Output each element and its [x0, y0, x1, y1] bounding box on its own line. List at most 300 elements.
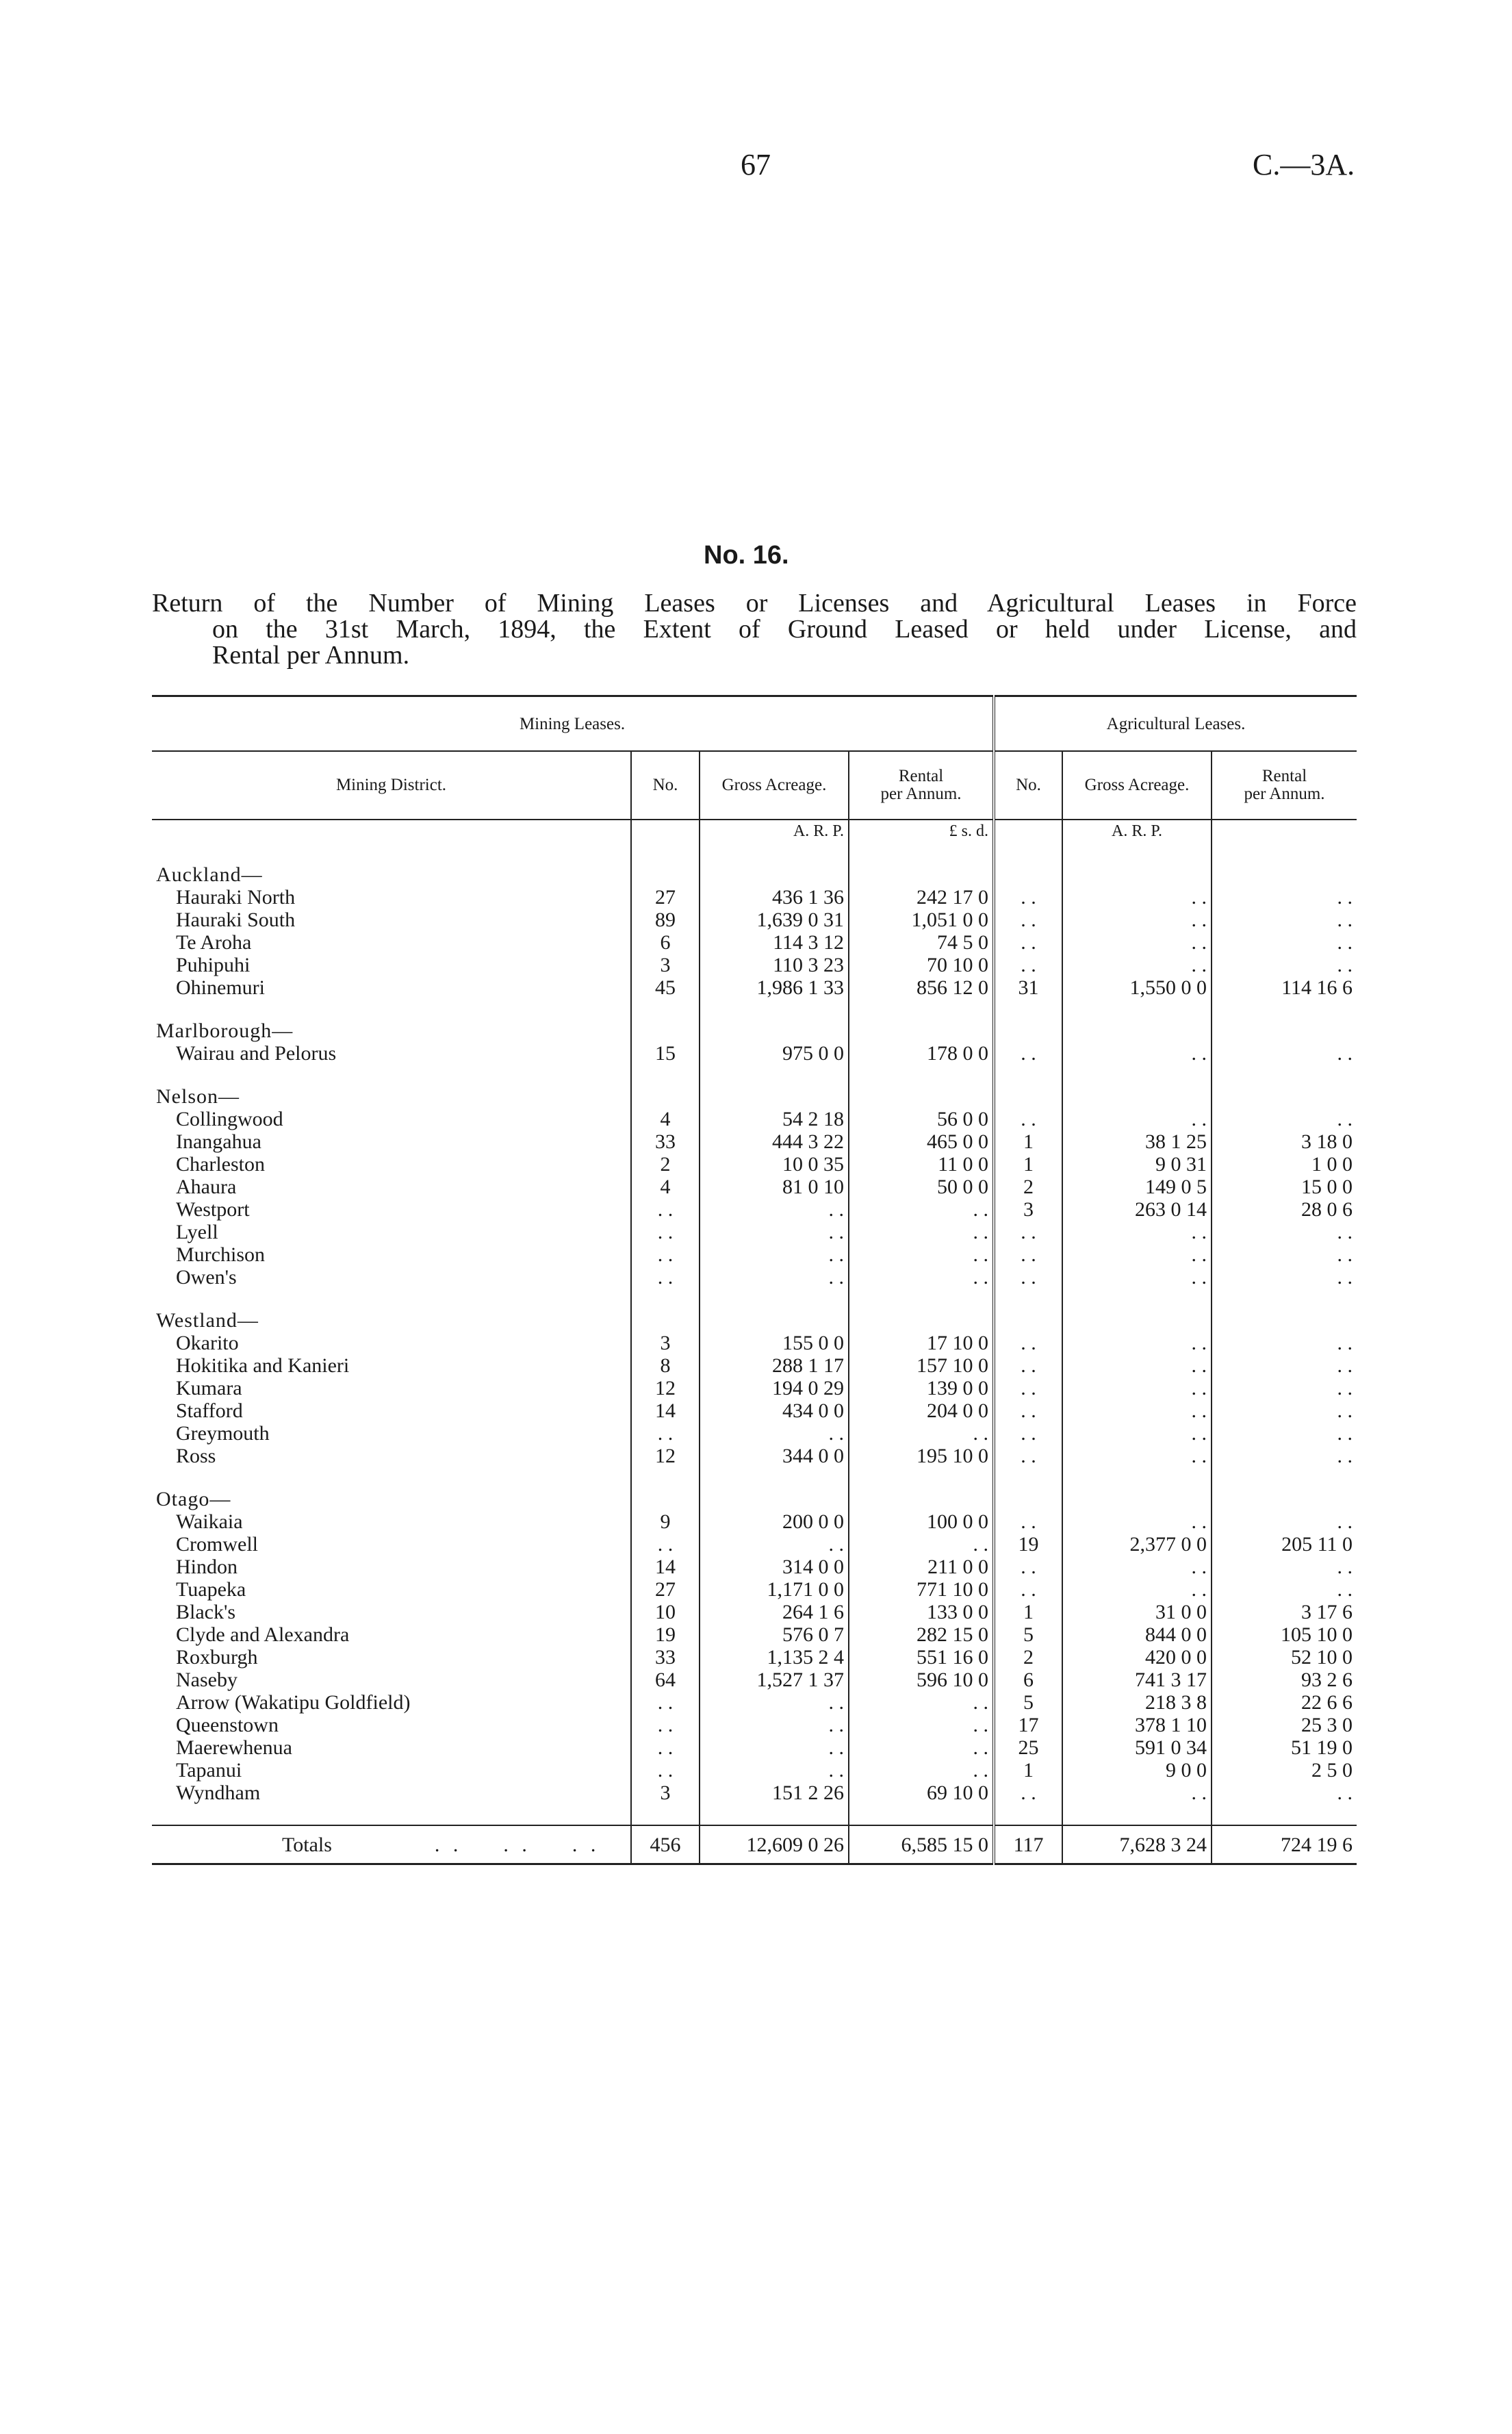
mining-no-cell: 8	[631, 1354, 700, 1377]
agri-no-cell: . .	[994, 886, 1062, 909]
mining-rental-cell: . .	[849, 1243, 994, 1266]
agri-no-cell: 6	[994, 1669, 1062, 1691]
mining-acreage-cell: . .	[700, 1422, 849, 1445]
table-row	[152, 909, 1357, 931]
agri-no-cell: 17	[994, 1714, 1062, 1736]
mining-no-cell: 12	[631, 1377, 700, 1399]
district-name: Murchison	[176, 1243, 265, 1266]
mining-acreage-cell: 54 2 18	[700, 1108, 849, 1130]
mining-no-cell: 10	[631, 1601, 700, 1623]
district-name: Te Aroha	[176, 931, 252, 954]
mining-rental-cell: 465 0 0	[849, 1130, 994, 1153]
section-heading-row	[152, 1309, 1357, 1332]
totals-ag-no: 117	[994, 1825, 1062, 1864]
district-name: Charleston	[176, 1153, 265, 1176]
agri-rental-cell: 15 0 0	[1212, 1176, 1357, 1198]
agri-acreage-cell: . .	[1062, 1556, 1212, 1578]
totals-label: Totals . . . . . .	[152, 1825, 631, 1864]
mining-rental-cell: 100 0 0	[849, 1510, 994, 1533]
mining-acreage-cell: . .	[700, 1221, 849, 1243]
agri-acreage-cell: . .	[1062, 1445, 1212, 1467]
district-name: Hauraki North	[176, 886, 296, 909]
units-row	[152, 820, 1357, 843]
mining-acreage-cell: 151 2 26	[700, 1782, 849, 1804]
mining-no-cell: 4	[631, 1108, 700, 1130]
mining-no-cell: 89	[631, 909, 700, 931]
agri-no-cell: . .	[994, 1266, 1062, 1289]
mining-rental-cell: . .	[849, 1691, 994, 1714]
agri-no-cell: . .	[994, 1782, 1062, 1804]
mining-no-cell: 64	[631, 1669, 700, 1691]
agri-rental-cell: . .	[1212, 1108, 1357, 1130]
mining-no-cell: 14	[631, 1556, 700, 1578]
district-name: Black's	[176, 1601, 236, 1623]
agri-rental-cell: . .	[1212, 1556, 1357, 1578]
agri-no-cell: 5	[994, 1623, 1062, 1646]
district-name: Roxburgh	[176, 1646, 258, 1669]
mining-acreage-cell: . .	[700, 1714, 849, 1736]
mining-rental-cell: 56 0 0	[849, 1108, 994, 1130]
mining-no-cell: . .	[631, 1198, 700, 1221]
district-name: Hindon	[176, 1556, 238, 1578]
agri-no-cell: . .	[994, 954, 1062, 976]
table-row	[152, 1691, 1357, 1714]
table-row	[152, 1578, 1357, 1601]
agri-no-cell: 25	[994, 1736, 1062, 1759]
table-caption	[152, 590, 1357, 668]
table-row	[152, 1042, 1357, 1065]
caption-line-1: Return of the Number of Mining Leases or Licenses and Agricultural Leases in Force	[152, 589, 1357, 618]
agricultural-leases-header: Agricultural Leases.	[994, 696, 1357, 752]
district-name: Maerewhenua	[176, 1736, 292, 1759]
table-row	[152, 1782, 1357, 1804]
section-title: Marlborough—	[156, 1019, 294, 1042]
agri-rental-cell: . .	[1212, 1399, 1357, 1422]
agri-acreage-cell: . .	[1062, 1221, 1212, 1243]
district-name: Tuapeka	[176, 1578, 246, 1601]
agri-no-cell: 2	[994, 1176, 1062, 1198]
district-name: Kumara	[176, 1377, 242, 1399]
agri-no-cell: . .	[994, 1422, 1062, 1445]
table-row	[152, 1510, 1357, 1533]
district-name: Naseby	[176, 1669, 238, 1691]
mining-acreage-cell: 1,527 1 37	[700, 1669, 849, 1691]
agri-acreage-cell: 149 0 5	[1062, 1176, 1212, 1198]
agri-rental-cell: . .	[1212, 1445, 1357, 1467]
mining-rental-cell: . .	[849, 1759, 994, 1782]
agri-no-cell: . .	[994, 909, 1062, 931]
table-row	[152, 886, 1357, 909]
mining-rental-cell: 133 0 0	[849, 1601, 994, 1623]
mining-acreage-cell: . .	[700, 1266, 849, 1289]
totals-ag-rental: 724 19 6	[1212, 1825, 1357, 1864]
agri-no-cell: . .	[994, 1399, 1062, 1422]
agri-no-cell: . .	[994, 1354, 1062, 1377]
mining-no-cell: 3	[631, 954, 700, 976]
mining-no-cell: . .	[631, 1691, 700, 1714]
mining-acreage-cell: 110 3 23	[700, 954, 849, 976]
agri-rental-cell: . .	[1212, 1266, 1357, 1289]
agri-no-cell: 1	[994, 1153, 1062, 1176]
mining-no-cell: 33	[631, 1130, 700, 1153]
agri-no-cell: . .	[994, 1377, 1062, 1399]
mining-rental-cell: 70 10 0	[849, 954, 994, 976]
agri-rental-cell: . .	[1212, 909, 1357, 931]
agri-acreage-cell: 9 0 0	[1062, 1759, 1212, 1782]
table-row	[152, 1445, 1357, 1467]
mining-no-cell: . .	[631, 1533, 700, 1556]
table-row	[152, 1153, 1357, 1176]
table-row	[152, 1714, 1357, 1736]
agri-acreage-cell: 741 3 17	[1062, 1669, 1212, 1691]
agri-no-cell: . .	[994, 1243, 1062, 1266]
mining-no-cell: . .	[631, 1221, 700, 1243]
mining-no-header: No.	[631, 751, 700, 820]
agri-acreage-cell: . .	[1062, 1510, 1212, 1533]
mining-rental-cell: . .	[849, 1736, 994, 1759]
agri-acreage-cell: . .	[1062, 1399, 1212, 1422]
district-name: Cromwell	[176, 1533, 258, 1556]
district-name: Tapanui	[176, 1759, 242, 1782]
section-spacer	[152, 1804, 1357, 1825]
section-heading-row	[152, 1019, 1357, 1042]
agri-acreage-cell: . .	[1062, 954, 1212, 976]
agri-rental-cell: 22 6 6	[1212, 1691, 1357, 1714]
table-row	[152, 1533, 1357, 1556]
totals-ag-acreage: 7,628 3 24	[1062, 1825, 1212, 1864]
mining-acreage-cell: . .	[700, 1736, 849, 1759]
mining-no-cell: 2	[631, 1153, 700, 1176]
mining-acreage-cell: 194 0 29	[700, 1377, 849, 1399]
agri-acreage-cell: 31 0 0	[1062, 1601, 1212, 1623]
agri-no-cell: . .	[994, 1556, 1062, 1578]
mining-acreage-cell: 288 1 17	[700, 1354, 849, 1377]
agri-no-cell: . .	[994, 1108, 1062, 1130]
agri-acreage-cell: . .	[1062, 1042, 1212, 1065]
district-name: Greymouth	[176, 1422, 270, 1445]
agri-acreage-cell: . .	[1062, 1578, 1212, 1601]
mining-no-cell: 27	[631, 886, 700, 909]
mining-acreage-cell: 1,639 0 31	[700, 909, 849, 931]
district-name: Clyde and Alexandra	[176, 1623, 350, 1646]
agri-no-cell: 31	[994, 976, 1062, 999]
agri-no-cell: 3	[994, 1198, 1062, 1221]
agri-rental-cell: . .	[1212, 1510, 1357, 1533]
mining-acreage-cell: . .	[700, 1759, 849, 1782]
mining-acreage-cell: . .	[700, 1243, 849, 1266]
mining-rental-cell: 178 0 0	[849, 1042, 994, 1065]
agri-no-cell: 1	[994, 1130, 1062, 1153]
mining-no-cell: 45	[631, 976, 700, 999]
table-number: No. 16.	[704, 541, 789, 570]
agri-no-cell: . .	[994, 1445, 1062, 1467]
agri-acreage-cell: . .	[1062, 1354, 1212, 1377]
agri-rental-header: Rental per Annum.	[1212, 751, 1357, 820]
table-row	[152, 1332, 1357, 1354]
agri-rental-cell: 93 2 6	[1212, 1669, 1357, 1691]
agri-rental-cell: . .	[1212, 886, 1357, 909]
district-name: Ahaura	[176, 1176, 237, 1198]
table-row	[152, 1422, 1357, 1445]
table-row	[152, 1377, 1357, 1399]
mining-acreage-units: A. R. P.	[700, 820, 849, 843]
mining-rental-cell: . .	[849, 1714, 994, 1736]
section-spacer	[152, 1289, 1357, 1309]
district-name: Westport	[176, 1198, 250, 1221]
district-name: Okarito	[176, 1332, 239, 1354]
agri-acreage-cell: 218 3 8	[1062, 1691, 1212, 1714]
agri-rental-cell: 25 3 0	[1212, 1714, 1357, 1736]
table-row	[152, 1399, 1357, 1422]
section-heading-row	[152, 863, 1357, 886]
table-row	[152, 1176, 1357, 1198]
district-name: Ohinemuri	[176, 976, 265, 999]
mining-rental-units: £ s. d.	[849, 820, 994, 843]
mining-rental-cell: 596 10 0	[849, 1669, 994, 1691]
agri-no-cell: 1	[994, 1601, 1062, 1623]
group-header-row	[152, 696, 1357, 752]
agri-no-cell: . .	[994, 1510, 1062, 1533]
totals-no: 456	[631, 1825, 700, 1864]
district-name: Wyndham	[176, 1782, 261, 1804]
mining-rental-cell: 242 17 0	[849, 886, 994, 909]
agri-no-header: No.	[994, 751, 1062, 820]
agri-acreage-cell: . .	[1062, 1332, 1212, 1354]
mining-rental-cell: 139 0 0	[849, 1377, 994, 1399]
mining-acreage-cell: 264 1 6	[700, 1601, 849, 1623]
table-row	[152, 1108, 1357, 1130]
agri-acreage-cell: . .	[1062, 1782, 1212, 1804]
section-spacer	[152, 843, 1357, 863]
agri-rental-cell: . .	[1212, 1782, 1357, 1804]
agri-acreage-cell: . .	[1062, 909, 1212, 931]
section-title: Otago—	[156, 1488, 231, 1510]
agri-acreage-cell: . .	[1062, 1266, 1212, 1289]
agri-rental-cell: . .	[1212, 931, 1357, 954]
mining-no-cell: 33	[631, 1646, 700, 1669]
section-heading-row	[152, 1488, 1357, 1510]
mining-rental-cell: 1,051 0 0	[849, 909, 994, 931]
mining-rental-cell: 211 0 0	[849, 1556, 994, 1578]
agri-rental-cell: 52 10 0	[1212, 1646, 1357, 1669]
mining-acreage-cell: 975 0 0	[700, 1042, 849, 1065]
table-row	[152, 1354, 1357, 1377]
agri-rental-cell: . .	[1212, 1042, 1357, 1065]
district-name: Lyell	[176, 1221, 218, 1243]
section-spacer	[152, 999, 1357, 1019]
mining-rental-cell: 69 10 0	[849, 1782, 994, 1804]
mining-no-cell: . .	[631, 1714, 700, 1736]
agri-no-cell: . .	[994, 1042, 1062, 1065]
table-row	[152, 1266, 1357, 1289]
agri-rental-cell: 105 10 0	[1212, 1623, 1357, 1646]
mining-rental-cell: 17 10 0	[849, 1332, 994, 1354]
mining-acreage-cell: 444 3 22	[700, 1130, 849, 1153]
mining-no-cell: 4	[631, 1176, 700, 1198]
mining-rental-cell: 50 0 0	[849, 1176, 994, 1198]
caption-line-3: Rental per Annum.	[212, 641, 410, 670]
district-name: Arrow (Wakatipu Goldfield)	[176, 1691, 411, 1714]
mining-no-cell: 14	[631, 1399, 700, 1422]
mining-no-cell: . .	[631, 1422, 700, 1445]
section-title: Auckland—	[156, 863, 263, 886]
mining-rental-cell: 856 12 0	[849, 976, 994, 999]
section-title: Westland—	[156, 1309, 259, 1332]
agri-no-cell: . .	[994, 1578, 1062, 1601]
mining-no-cell: 27	[631, 1578, 700, 1601]
mining-no-cell: 12	[631, 1445, 700, 1467]
mining-rental-cell: . .	[849, 1221, 994, 1243]
table-row	[152, 1759, 1357, 1782]
totals-acreage: 12,609 0 26	[700, 1825, 849, 1864]
agri-no-cell: . .	[994, 1221, 1062, 1243]
document-reference: C.—3A.	[1253, 148, 1355, 181]
mining-acreage-cell: . .	[700, 1533, 849, 1556]
agri-no-cell: . .	[994, 1332, 1062, 1354]
table-row	[152, 954, 1357, 976]
column-header-row	[152, 751, 1357, 820]
agri-acreage-cell: . .	[1062, 1422, 1212, 1445]
agri-acreage-cell: 1,550 0 0	[1062, 976, 1212, 999]
table-row	[152, 1130, 1357, 1153]
mining-rental-cell: . .	[849, 1533, 994, 1556]
agri-no-cell: 1	[994, 1759, 1062, 1782]
mining-acreage-cell: 81 0 10	[700, 1176, 849, 1198]
district-name: Queenstown	[176, 1714, 279, 1736]
agri-rental-cell: 114 16 6	[1212, 976, 1357, 999]
district-name: Puhipuhi	[176, 954, 251, 976]
table-row	[152, 1243, 1357, 1266]
mining-no-cell: 3	[631, 1782, 700, 1804]
mining-acreage-cell: 1,986 1 33	[700, 976, 849, 999]
mining-acreage-cell: 1,171 0 0	[700, 1578, 849, 1601]
agri-rental-cell: . .	[1212, 1354, 1357, 1377]
table-row	[152, 1556, 1357, 1578]
district-name: Ross	[176, 1445, 216, 1467]
agri-rental-cell: . .	[1212, 1243, 1357, 1266]
agri-no-cell: . .	[994, 931, 1062, 954]
mining-no-cell: . .	[631, 1266, 700, 1289]
agri-acreage-cell: 844 0 0	[1062, 1623, 1212, 1646]
district-name: Inangahua	[176, 1130, 261, 1153]
agri-acreage-cell: 2,377 0 0	[1062, 1533, 1212, 1556]
mining-rental-cell: . .	[849, 1266, 994, 1289]
table-row	[152, 1221, 1357, 1243]
mining-rental-cell: 771 10 0	[849, 1578, 994, 1601]
agri-acreage-cell: . .	[1062, 1377, 1212, 1399]
agri-no-cell: 2	[994, 1646, 1062, 1669]
agri-acreage-cell: 378 1 10	[1062, 1714, 1212, 1736]
leases-table	[152, 695, 1357, 1865]
section-title: Nelson—	[156, 1085, 240, 1108]
agri-rental-cell: 205 11 0	[1212, 1533, 1357, 1556]
table-row	[152, 1669, 1357, 1691]
district-name: Hokitika and Kanieri	[176, 1354, 350, 1377]
agri-no-cell: 5	[994, 1691, 1062, 1714]
section-spacer	[152, 1467, 1357, 1488]
table-row	[152, 1736, 1357, 1759]
agri-acreage-cell: 420 0 0	[1062, 1646, 1212, 1669]
mining-acreage-cell: 434 0 0	[700, 1399, 849, 1422]
caption-line-2: on the 31st March, 1894, the Extent of Ground Leased or held under License, and	[212, 615, 1357, 644]
mining-rental-cell: 282 15 0	[849, 1623, 994, 1646]
agri-rental-cell: 3 17 6	[1212, 1601, 1357, 1623]
mining-acreage-header: Gross Acreage.	[700, 751, 849, 820]
district-name: Owen's	[176, 1266, 237, 1289]
mining-rental-cell: 195 10 0	[849, 1445, 994, 1467]
mining-rental-cell: 74 5 0	[849, 931, 994, 954]
district-name: Wairau and Pelorus	[176, 1042, 337, 1065]
mining-acreage-cell: 436 1 36	[700, 886, 849, 909]
mining-rental-cell: . .	[849, 1198, 994, 1221]
mining-no-cell: 9	[631, 1510, 700, 1533]
mining-no-cell: . .	[631, 1736, 700, 1759]
totals-row	[152, 1825, 1357, 1864]
agri-rental-cell: . .	[1212, 1377, 1357, 1399]
agri-rental-cell: 2 5 0	[1212, 1759, 1357, 1782]
agri-rental-cell: 51 19 0	[1212, 1736, 1357, 1759]
district-name: Collingwood	[176, 1108, 283, 1130]
mining-acreage-cell: . .	[700, 1198, 849, 1221]
mining-no-cell: . .	[631, 1759, 700, 1782]
mining-no-cell: 3	[631, 1332, 700, 1354]
mining-acreage-cell: 314 0 0	[700, 1556, 849, 1578]
agri-acreage-cell: . .	[1062, 886, 1212, 909]
table-row	[152, 1601, 1357, 1623]
agri-rental-cell: 1 0 0	[1212, 1153, 1357, 1176]
mining-acreage-cell: 344 0 0	[700, 1445, 849, 1467]
mining-no-cell: 19	[631, 1623, 700, 1646]
agri-acreage-cell: 9 0 31	[1062, 1153, 1212, 1176]
agri-acreage-cell: 263 0 14	[1062, 1198, 1212, 1221]
mining-leases-header: Mining Leases.	[152, 696, 994, 752]
agri-acreage-header: Gross Acreage.	[1062, 751, 1212, 820]
table-row	[152, 1198, 1357, 1221]
district-name: Stafford	[176, 1399, 243, 1422]
agri-rental-cell: . .	[1212, 1221, 1357, 1243]
district-name: Waikaia	[176, 1510, 243, 1533]
table-body	[152, 820, 1357, 1825]
mining-rental-cell: 204 0 0	[849, 1399, 994, 1422]
section-spacer	[152, 1065, 1357, 1085]
agri-rental-cell: . .	[1212, 954, 1357, 976]
table-row	[152, 976, 1357, 999]
agri-acreage-cell: . .	[1062, 1243, 1212, 1266]
table-row	[152, 1646, 1357, 1669]
agri-acreage-cell: 591 0 34	[1062, 1736, 1212, 1759]
district-name: Hauraki South	[176, 909, 296, 931]
table-row	[152, 931, 1357, 954]
agri-acreage-cell: 38 1 25	[1062, 1130, 1212, 1153]
mining-rental-cell: 551 16 0	[849, 1646, 994, 1669]
agri-rental-cell: . .	[1212, 1332, 1357, 1354]
mining-rental-cell: 157 10 0	[849, 1354, 994, 1377]
table-row	[152, 1623, 1357, 1646]
agri-acreage-cell: . .	[1062, 931, 1212, 954]
mining-rental-header: Rental per Annum.	[849, 751, 994, 820]
mining-no-cell: . .	[631, 1243, 700, 1266]
agri-rental-cell: 3 18 0	[1212, 1130, 1357, 1153]
totals-rental: 6,585 15 0	[849, 1825, 994, 1864]
agri-acreage-cell: . .	[1062, 1108, 1212, 1130]
mining-acreage-cell: 114 3 12	[700, 931, 849, 954]
mining-no-cell: 6	[631, 931, 700, 954]
mining-rental-cell: 11 0 0	[849, 1153, 994, 1176]
agri-rental-cell: . .	[1212, 1578, 1357, 1601]
mining-acreage-cell: . .	[700, 1691, 849, 1714]
agri-rental-cell: 28 0 6	[1212, 1198, 1357, 1221]
agri-acreage-units: A. R. P.	[1062, 820, 1212, 843]
